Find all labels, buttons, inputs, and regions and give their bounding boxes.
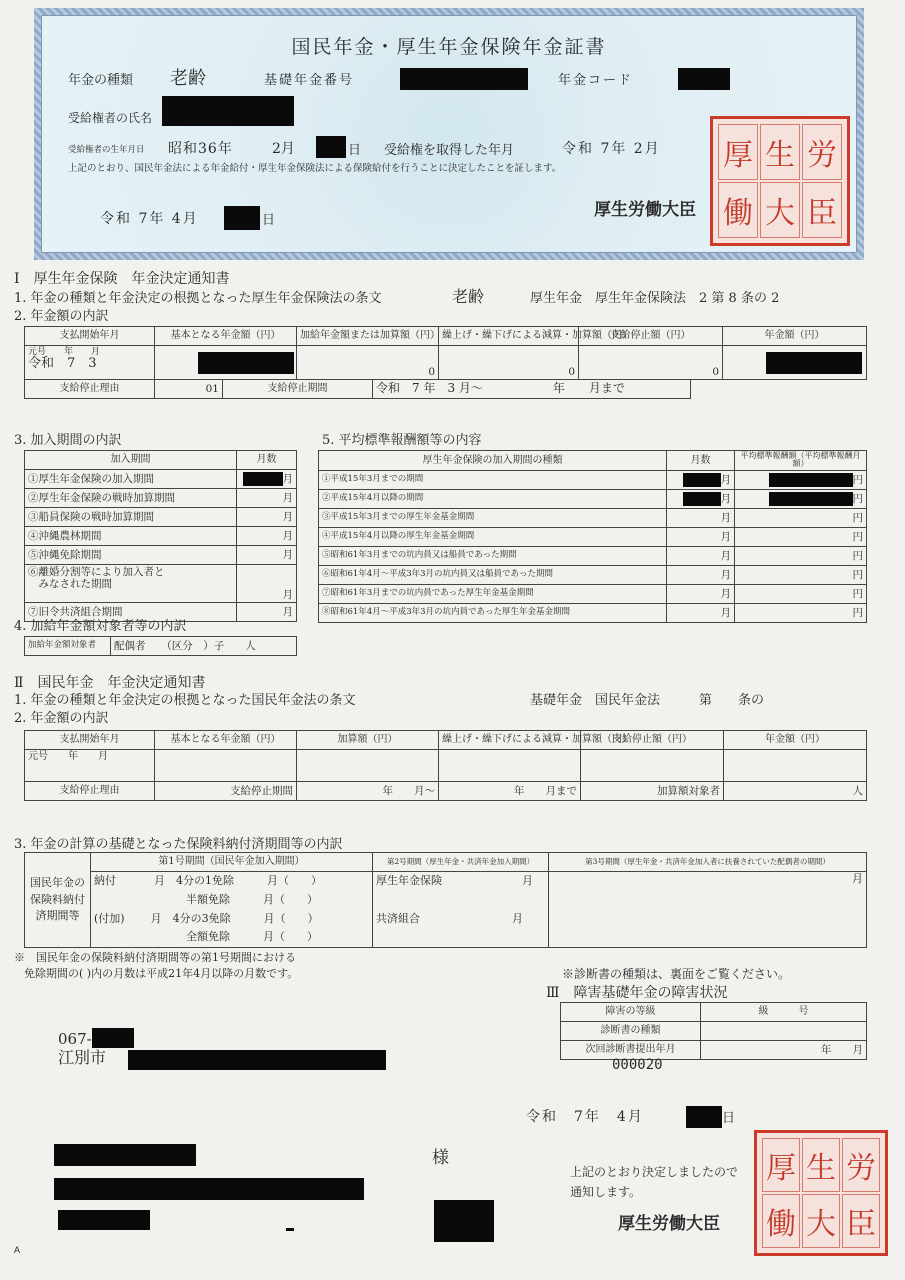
footer-issuer: 厚生労働大臣	[618, 1214, 720, 1234]
stop-period-to: 年 月まで	[552, 381, 625, 396]
empty-cell	[373, 891, 549, 910]
salary-avg: 円	[735, 603, 867, 622]
enrollment-row-line: ⑥離婚分割等により加入者と	[28, 566, 165, 578]
section1-kind: 老齢	[452, 287, 485, 306]
col-kind: 厚生年金保険の加入期間の種類	[319, 451, 667, 471]
salary-months: 月	[667, 584, 735, 603]
salary-avg: 円	[735, 584, 867, 603]
stop-period-label: 支給停止期間	[223, 380, 373, 399]
section1-line1: 1. 年金の種類と年金決定の根拠となった厚生年金保険法の条文	[14, 291, 382, 306]
redacted-block	[434, 1200, 494, 1242]
name-label: 受給権者の氏名	[68, 111, 153, 125]
enrollment-row-line: みなされた期間	[28, 578, 112, 591]
col3-cell: 月	[549, 872, 867, 948]
header-cell: 加給年金額または加算額（円）	[297, 327, 439, 346]
redacted-months	[683, 492, 721, 506]
redacted-annual-amount	[766, 352, 862, 374]
calc-r3: 月 4分の3免除 月（ ）	[150, 911, 319, 925]
redacted-birth-day	[316, 136, 346, 158]
kind-label: 年金の種類	[68, 73, 134, 88]
redacted-months	[243, 472, 283, 486]
era-label: 元号 年 月	[28, 347, 101, 357]
base-amount-cell	[155, 346, 297, 380]
enrollment-row: ①厚生年金保険の加入期間	[25, 470, 237, 489]
salary-row: ⑤昭和61年3月までの坑内員又は船員であった期間	[319, 546, 667, 565]
empty-cell	[297, 750, 439, 782]
header-cell: 基本となる年金額（円）	[155, 731, 297, 750]
disability-row-label: 次回診断書提出年月	[561, 1041, 701, 1060]
redacted-average	[769, 473, 853, 487]
seal-char: 厚	[718, 124, 758, 180]
salary-months: 月	[667, 603, 735, 622]
era-label: 元号 年 月	[25, 750, 155, 782]
disability-note: ※診断書の種類は、裏面をご覧ください。	[562, 967, 791, 981]
calc-row: 半額免除 月（ ）	[91, 891, 373, 910]
redacted-basic-number	[400, 68, 528, 90]
redacted-base-amount	[198, 352, 294, 374]
section2-line1: 1. 年金の種類と年金決定の根拠となった国民年金法の条文	[14, 693, 356, 708]
salary-months: 月	[667, 565, 735, 584]
salary-row: ⑧昭和61年4月〜平成3年3月の坑内員であった厚生年金基金期間	[319, 603, 667, 622]
salary-row: ②平成15年4月以降の期間	[319, 489, 667, 508]
birth-month: 2月	[272, 141, 295, 157]
redacted-average	[769, 492, 853, 506]
grade-value: 級 号	[701, 1003, 867, 1022]
birth-era: 昭和36年	[168, 141, 233, 157]
section2-amount-table	[24, 730, 867, 801]
birth-label: 受給権者の生年月日	[68, 145, 145, 155]
start-cell	[25, 346, 155, 380]
seal-char: 労	[802, 124, 842, 180]
section2-heading: Ⅱ 国民年金 年金決定通知書	[14, 675, 206, 691]
acquired-value: 令和 7年 2月	[562, 141, 661, 157]
calc-side-label: 国民年金の保険料納付済期間等	[25, 853, 91, 948]
disability-heading: Ⅲ 障害基礎年金の障害状況	[546, 985, 728, 1001]
disability-row-label: 障害の等級	[561, 1003, 701, 1022]
page-mark: A	[14, 1245, 21, 1255]
kosei-label: 厚生年金保険	[376, 873, 442, 887]
seal-char: 労	[842, 1138, 880, 1192]
certificate-issuer: 厚生労働大臣	[594, 200, 696, 220]
unit-month: 月	[720, 492, 731, 505]
birth-day-suffix: 日	[348, 143, 362, 158]
salary-avg: 円	[735, 546, 867, 565]
salary-row: ⑥昭和61年4月〜平成3年3月の坑内員又は船員であった期間	[319, 565, 667, 584]
enrollment-table	[24, 450, 297, 622]
enrollment-months: 月	[237, 546, 297, 565]
redacted-months	[683, 473, 721, 487]
certificate-day-suffix: 日	[262, 213, 276, 228]
section2-line2: 2. 年金額の内訳	[14, 711, 109, 726]
redacted-recipient-1	[54, 1144, 196, 1166]
dependents-value: 配偶者 （区分 ）子 人	[111, 637, 297, 656]
enrollment-months: 月	[237, 489, 297, 508]
stop-period-from: 令和 7 年 3 月〜	[376, 381, 483, 396]
salary-row: ⑦昭和61年3月までの坑内員であった厚生年金基金期間	[319, 584, 667, 603]
notice-line2: 通知します。	[570, 1185, 642, 1199]
unit-yen: 円	[852, 492, 863, 505]
salary-avg	[735, 489, 867, 508]
section1-line2: 2. 年金額の内訳	[14, 309, 109, 324]
dependents-label: 加給年金額対象者	[25, 637, 111, 656]
stop-period-cell	[373, 380, 691, 399]
unit-month: 月	[720, 473, 731, 486]
seal-char: 働	[718, 182, 758, 238]
empty-cell	[373, 929, 549, 948]
header-cell: 繰上げ・繰下げによる減算・加算額（円）	[439, 327, 579, 346]
section5-heading: 5. 平均標準報酬額等の内容	[322, 433, 482, 448]
unit-month: 月	[522, 873, 533, 887]
col3-header: 第3号期間（厚生年金・共済年金加入者に扶養されていた配偶者の期間）	[549, 853, 867, 872]
unit-month: 月	[512, 911, 523, 925]
enrollment-row: ⑤沖縄免除期間	[25, 546, 237, 565]
stop-reason-label: 支給停止理由	[25, 782, 155, 801]
certificate-date: 令和 7年 4月	[100, 211, 199, 227]
ministry-seal-footer	[754, 1130, 888, 1256]
calc-row	[91, 872, 373, 891]
section1-stop-table	[24, 379, 691, 399]
calc-r1: 月 4分の1免除 月（ ）	[154, 873, 322, 887]
serial-number: 000020	[612, 1057, 663, 1073]
acquired-label: 受給権を取得した年月	[384, 143, 515, 158]
salary-row: ①平成15年3月までの期間	[319, 470, 667, 489]
empty-cell	[724, 750, 867, 782]
basic-number-label: 基礎年金番号	[264, 73, 355, 88]
salary-table	[318, 450, 867, 623]
paid-label: 納付	[94, 873, 116, 887]
target-label: 加算額対象者	[581, 782, 724, 801]
addition-cell: 0	[297, 346, 439, 380]
notice-line1: 上記のとおり決定しましたので	[570, 1165, 739, 1179]
enrollment-months: 月	[237, 508, 297, 527]
salary-row: ④平成15年4月以降の厚生年金基金期間	[319, 527, 667, 546]
salary-avg: 円	[735, 508, 867, 527]
dependents-table	[24, 636, 297, 656]
seal-char: 働	[762, 1194, 800, 1248]
unit-yen: 円	[852, 473, 863, 486]
salary-months: 月	[667, 527, 735, 546]
stop-to: 年 月まで	[439, 782, 581, 801]
calc-heading: 3. 年金の計算の基礎となった保険料納付済期間等の内訳	[14, 837, 343, 852]
footer-day-suffix: 日	[722, 1111, 736, 1126]
enrollment-months	[237, 470, 297, 489]
section3-heading: 3. 加入期間の内訳	[14, 433, 122, 448]
salary-months: 月	[667, 546, 735, 565]
code-label: 年金コード	[558, 73, 634, 88]
section1-amount-table	[24, 326, 867, 380]
redacted-footer-day	[686, 1106, 722, 1128]
seal-char: 大	[802, 1194, 840, 1248]
header-cell: 支払開始年月	[25, 731, 155, 750]
col-average: 平均標準報酬額（平均標準報酬月額）	[735, 451, 867, 471]
stop-reason-label: 支給停止理由	[25, 380, 155, 399]
kyosai-cell	[373, 910, 549, 929]
kind-value: 老齢	[170, 68, 206, 89]
disability-table	[560, 1002, 867, 1060]
target-unit: 人	[724, 782, 867, 801]
seal-char: 生	[760, 124, 800, 180]
calc-note2: 免除期間の( )内の月数は平成21年4月以降の月数です。	[24, 967, 299, 980]
disability-row-label: 診断書の種類	[561, 1022, 701, 1041]
redacted-certificate-day	[224, 206, 260, 230]
certificate-statement: 上記のとおり、国民年金法による年金給付・厚生年金保険法による保険給付を行うことに決定したことを証します。	[68, 163, 562, 174]
kyosai-label: 共済組合	[376, 911, 420, 925]
enrollment-months: 月	[237, 603, 297, 622]
col1-header: 第1号期間（国民年金加入期間）	[91, 853, 373, 872]
enrollment-months: 月	[237, 565, 297, 603]
salary-avg: 円	[735, 527, 867, 546]
calc-row: 全額免除 月（ ）	[91, 929, 373, 948]
header-cell: 基本となる年金額（円）	[155, 327, 297, 346]
seal-char: 厚	[762, 1138, 800, 1192]
empty-cell	[581, 750, 724, 782]
enrollment-months: 月	[237, 527, 297, 546]
section1-law: 厚生年金 厚生年金保険法 2 第 8 条の 2	[530, 291, 780, 306]
salary-months: 月	[667, 508, 735, 527]
unit-month: 月	[282, 473, 293, 485]
redacted-postal	[92, 1028, 134, 1048]
seal-char: 臣	[842, 1194, 880, 1248]
header-cell: 加算額（円）	[297, 731, 439, 750]
salary-months	[667, 489, 735, 508]
salary-avg: 円	[735, 565, 867, 584]
empty-cell	[439, 750, 581, 782]
stop-from: 年 月〜	[297, 782, 439, 801]
redacted-address	[128, 1050, 386, 1070]
enrollment-row: ⑦旧令共済組合期間	[25, 603, 237, 622]
pension-certificate	[34, 8, 864, 260]
enrollment-row: ③船員保険の戦時加算期間	[25, 508, 237, 527]
enrollment-row: ②厚生年金保険の戦時加算期間	[25, 489, 237, 508]
header-cell: 繰上げ・繰下げによる減算・加算額（円）	[439, 731, 581, 750]
header-cell: 支給停止額（円）	[579, 327, 723, 346]
redacted-dash	[286, 1228, 294, 1231]
postal-code: 067-	[58, 1030, 92, 1048]
section2-law: 基礎年金 国民年金法 第 条の	[530, 693, 765, 708]
era-value: 令和 7 3	[28, 356, 97, 372]
col2-header: 第2号期間（厚生年金・共済年金加入期間）	[373, 853, 549, 872]
header-cell: 年金額（円）	[723, 327, 867, 346]
redacted-name	[162, 96, 294, 126]
col-months: 月数	[667, 451, 735, 471]
address-city: 江別市	[58, 1048, 107, 1067]
kosei-cell	[373, 872, 549, 891]
stop-period-label: 支給停止期間	[155, 782, 297, 801]
stop-amount-cell: 0	[579, 346, 723, 380]
ym-value: 年 月	[701, 1041, 867, 1060]
salary-row: ③平成15年3月までの厚生年金基金期間	[319, 508, 667, 527]
redacted-recipient-2	[54, 1178, 364, 1200]
section4-heading: 4. 加給年金額対象者等の内訳	[14, 619, 187, 634]
seal-char: 大	[760, 182, 800, 238]
seal-char: 臣	[802, 182, 842, 238]
seal-char: 生	[802, 1138, 840, 1192]
calc-note1: ※ 国民年金の保険料納付済期間等の第1号期間における	[14, 951, 296, 964]
certificate-inner	[41, 15, 857, 253]
footer-date: 令和 7年 4月	[526, 1109, 644, 1125]
calc-table	[24, 852, 867, 948]
section1-heading: Ⅰ 厚生年金保険 年金決定通知書	[14, 271, 230, 287]
enrollment-row	[25, 565, 237, 603]
redacted-pension-code	[678, 68, 730, 90]
header-cell: 年金額（円）	[724, 731, 867, 750]
empty-cell	[701, 1022, 867, 1041]
calc-row	[91, 910, 373, 929]
salary-avg	[735, 470, 867, 489]
adjustment-cell: 0	[439, 346, 579, 380]
col-months: 月数	[237, 451, 297, 470]
honorific: 様	[432, 1148, 449, 1168]
added-label: (付加)	[94, 911, 125, 925]
header-cell: 支給停止額（円）	[581, 731, 724, 750]
ministry-seal	[710, 116, 850, 246]
col-period: 加入期間	[25, 451, 237, 470]
stop-reason-value: 01	[155, 380, 223, 399]
empty-cell	[155, 750, 297, 782]
annual-amount-cell	[723, 346, 867, 380]
redacted-recipient-3	[58, 1210, 150, 1230]
salary-months	[667, 470, 735, 489]
certificate-title: 国民年金・厚生年金保険年金証書	[291, 36, 607, 58]
header-cell: 支払開始年月	[25, 327, 155, 346]
enrollment-row: ④沖縄農林期間	[25, 527, 237, 546]
